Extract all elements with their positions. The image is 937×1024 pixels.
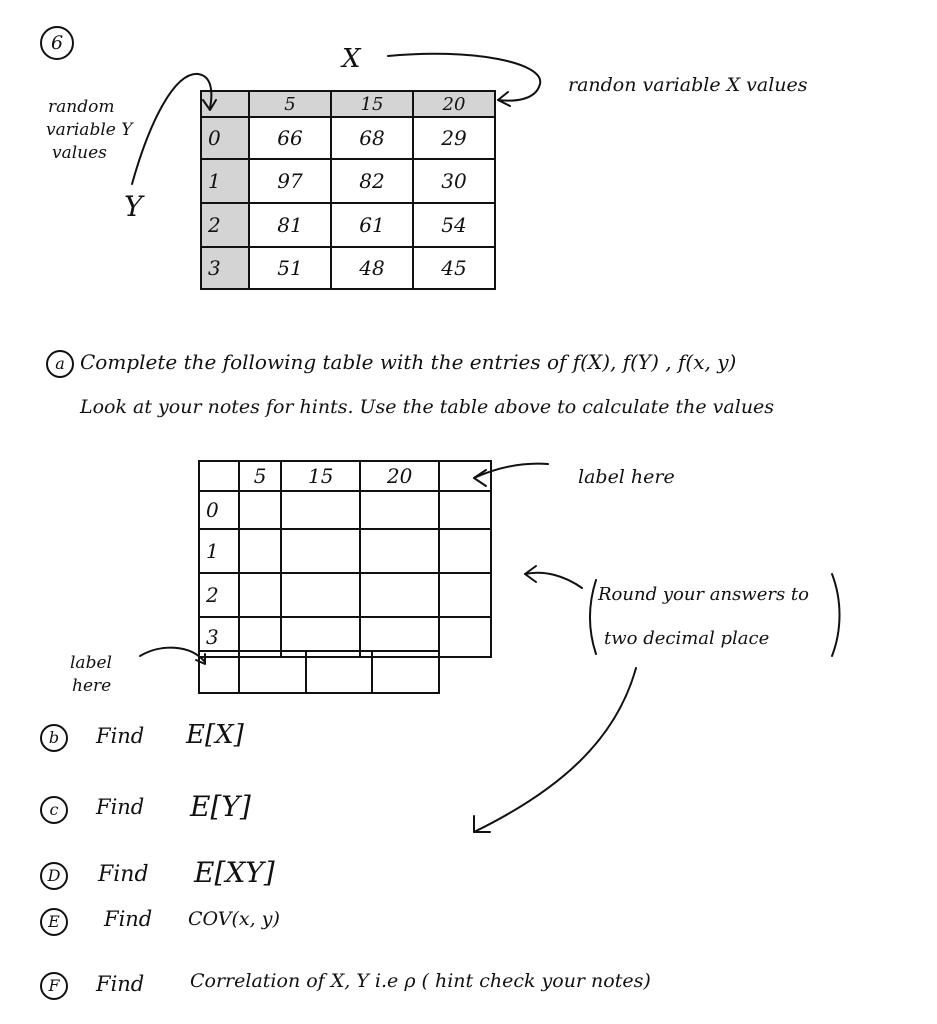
table-cell: 30 (413, 159, 495, 203)
y-header-cell: 0 (199, 491, 239, 529)
part-f-verb: Find (96, 972, 145, 996)
x-header-cell: 20 (413, 91, 495, 117)
x-values-arrowhead (498, 92, 510, 106)
y-values-arrow (132, 74, 211, 184)
part-b-marker: b (40, 724, 68, 752)
table-cell: 54 (413, 203, 495, 247)
label-top-arrowhead (474, 470, 486, 486)
x-header-cell: 20 (360, 461, 439, 491)
part-f-marker: F (40, 972, 68, 1000)
part-b-expr: E[X] (186, 720, 244, 750)
y-values-note-line3: values (52, 143, 107, 163)
y-header-cell: 1 (201, 159, 249, 203)
table-cell: 29 (413, 117, 495, 159)
part-c-verb: Find (96, 795, 145, 819)
table-cell: 48 (331, 247, 413, 289)
part-f-expr: Correlation of X, Y i.e ρ ( hint check your notes) (190, 970, 651, 992)
part-c-marker: c (40, 796, 68, 824)
round-note-line1: Round your answers to (598, 584, 809, 605)
x-values-note: randon variable X values (568, 74, 808, 96)
diagonal-arrow (474, 668, 636, 832)
table-cell: 45 (413, 247, 495, 289)
y-header-cell: 0 (201, 117, 249, 159)
part-e-expr: COV(x, y) (188, 908, 280, 930)
y-header-cell: 1 (199, 529, 239, 573)
y-header-cell: 3 (201, 247, 249, 289)
label-here-top: label here (578, 466, 675, 488)
table-cell: 51 (249, 247, 331, 289)
part-e-verb: Find (104, 907, 153, 931)
problem-number: 6 (40, 26, 74, 60)
x-values-arrow (388, 54, 540, 101)
table-cell: 68 (331, 117, 413, 159)
label-here-left-2: here (72, 676, 112, 696)
y-values-note-line2: variable Y (46, 120, 133, 140)
table-cell: 82 (331, 159, 413, 203)
y-header-cell: 2 (201, 203, 249, 247)
part-e-marker: E (40, 908, 68, 936)
table-cell: 66 (249, 117, 331, 159)
y-header-cell: 2 (199, 573, 239, 617)
table-cell: 61 (331, 203, 413, 247)
label-here-left-1: label (70, 653, 112, 673)
y-values-arrowhead (203, 100, 216, 110)
part-d-marker: D (40, 862, 68, 890)
part-a-line2: Look at your notes for hints. Use the table above to calculate the values (80, 396, 775, 418)
diagonal-arrowhead (474, 816, 490, 832)
round-note-left-bracket (590, 580, 596, 654)
y-axis-label: Y (124, 190, 143, 223)
x-axis-label: X (342, 44, 361, 74)
y-header-cell: 3 (199, 617, 239, 657)
x-header-cell: 5 (239, 461, 281, 491)
round-note-right-bracket (832, 574, 840, 656)
part-a-line1: Complete the following table with the entries of f(X), f(Y) , f(x, y) (80, 350, 737, 374)
x-header-cell: 5 (249, 91, 331, 117)
part-b-verb: Find (96, 724, 145, 748)
round-note-line2: two decimal place (604, 628, 770, 649)
x-header-cell: 15 (331, 91, 413, 117)
y-values-note-line1: random (48, 97, 115, 117)
table-cell: 97 (249, 159, 331, 203)
part-c-expr: E[Y] (190, 790, 251, 823)
part-d-verb: Find (98, 862, 149, 887)
part-d-expr: E[XY] (194, 856, 275, 889)
part-a-marker: a (46, 350, 74, 378)
x-header-cell: 15 (281, 461, 360, 491)
table-cell: 81 (249, 203, 331, 247)
